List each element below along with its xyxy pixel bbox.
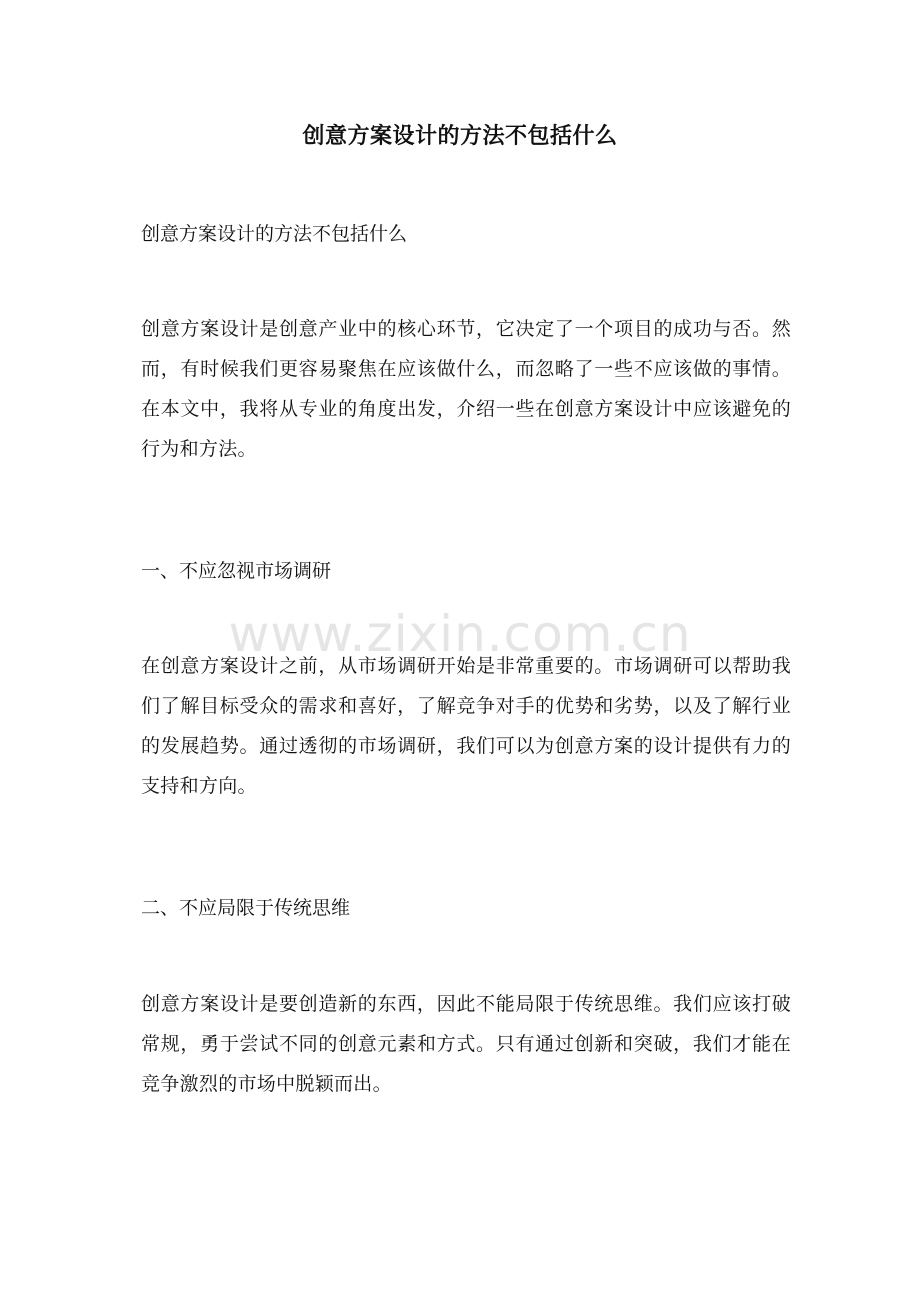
section-2-body: 创意方案设计是要创造新的东西，因此不能局限于传统思维。我们应该打破常规，勇于尝试不同的创意元素和方式。只有通过创新和突破，我们才能在竞争激烈的市场中脱颖而出。 (141, 993, 791, 1095)
document-subtitle: 创意方案设计的方法不包括什么 (141, 223, 408, 245)
section-1-heading: 一、不应忽视市场调研 (141, 560, 332, 582)
intro-paragraph: 创意方案设计是创意产业中的核心环节，它决定了一个项目的成功与否。然而，有时候我们更容易聚焦在应该做什么，而忽略了一些不应该做的事情。在本文中，我将从专业的角度出发，介绍一些在创意方案设计中应该避免的行为和方法。 (141, 318, 791, 460)
watermark: www.zixin.com.cn (228, 605, 692, 663)
document-title: 创意方案设计的方法不包括什么 (302, 123, 618, 149)
section-1-body: 在创意方案设计之前，从市场调研开始是非常重要的。市场调研可以帮助我们了解目标受众的需求和喜好，了解竞争对手的优势和劣势，以及了解行业的发展趋势。通过透彻的市场调研，我们可以为创意方案的设计提供有力的支持和方向。 (141, 655, 791, 797)
section-2-heading: 二、不应局限于传统思维 (141, 897, 351, 919)
